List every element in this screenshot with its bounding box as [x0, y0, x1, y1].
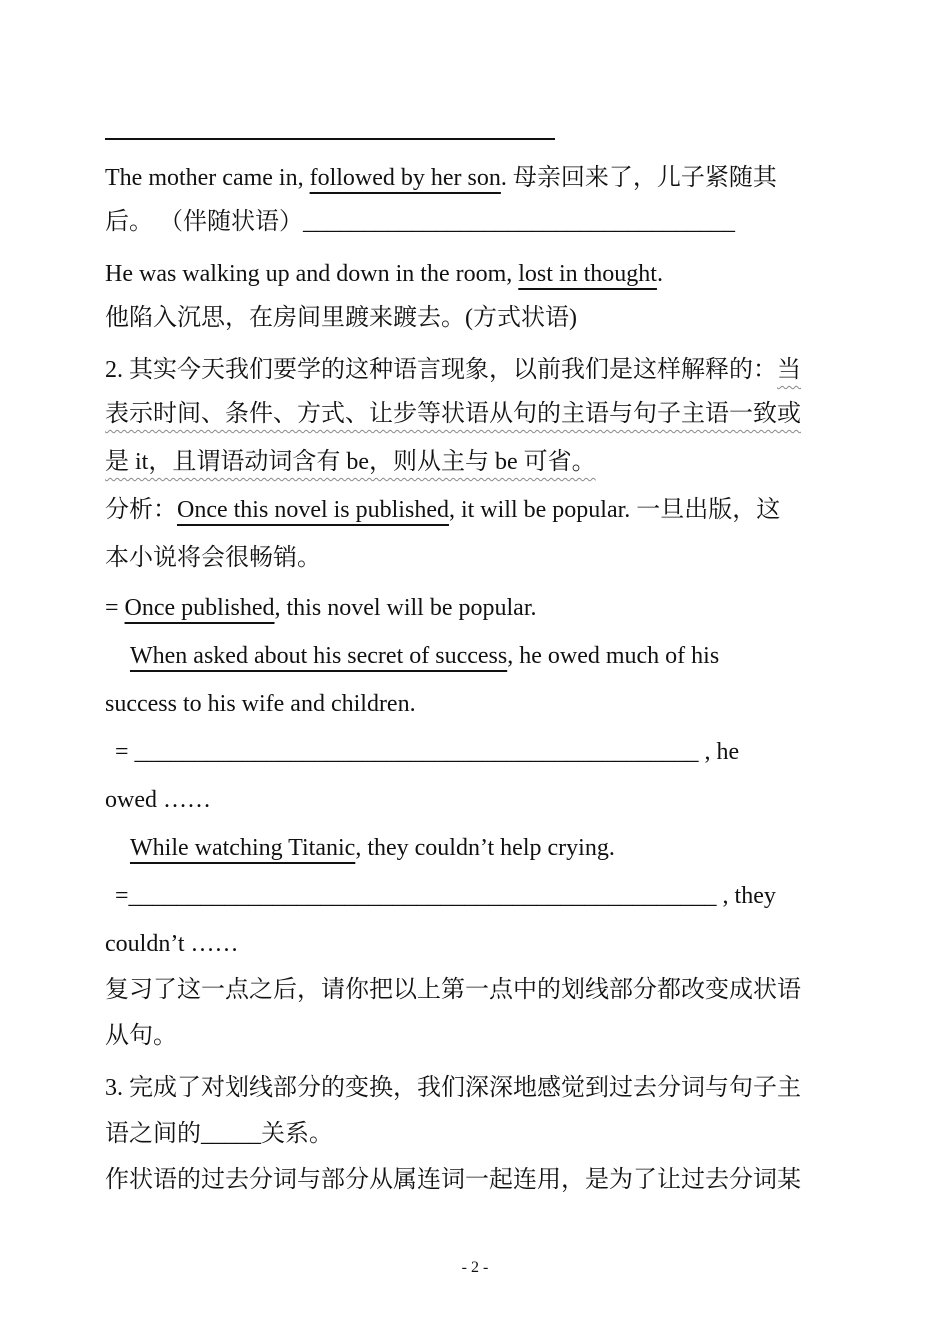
- wavy-underlined-text: 是 it，且谓语动词含有 be，则从主与 be 可省。: [105, 449, 596, 475]
- wavy-underlined-text: 当: [777, 357, 801, 383]
- underlined-phrase: Once this novel is published: [177, 497, 449, 523]
- underlined-phrase: When asked about his secret of success: [130, 643, 508, 669]
- section-2-line: [105, 446, 596, 478]
- underlined-phrase: Once published: [124, 595, 275, 621]
- exercise-line: = _______________________________________________ , he: [115, 739, 740, 765]
- section-3-line: 3. 完成了对划线部分的变换，我们深深地感觉到过去分词与句子主: [105, 1075, 801, 1101]
- exercise-line: While watching Titanic, they couldn’t help crying.: [130, 835, 615, 861]
- exercise-line: couldn’t ……: [105, 931, 239, 957]
- review-line: 复习了这一点之后，请你把以上第一点中的划线部分都改变成状语: [105, 977, 801, 1003]
- section-3-line: 语之间的_____关系。: [105, 1121, 333, 1147]
- underlined-phrase: followed by her son: [309, 165, 501, 191]
- section-3-line: 作状语的过去分词与部分从属连词一起连用，是为了让过去分词某: [105, 1167, 801, 1193]
- top-answer-line: [105, 138, 555, 140]
- analysis-line: 分析：Once this novel is published, it will be popular. 一旦出版，这: [105, 497, 781, 523]
- translation-line: 他陷入沉思，在房间里踱来踱去。(方式状语): [105, 305, 577, 331]
- exercise-line: =_________________________________________________ , they: [115, 883, 776, 909]
- answer-blank: ____________________________________: [303, 209, 735, 235]
- answer-blank: _____: [201, 1121, 261, 1147]
- underlined-phrase: While watching Titanic: [130, 835, 356, 861]
- example-line: 后。 （伴随状语）____________________________________: [105, 209, 735, 235]
- section-2-line: [105, 398, 801, 430]
- answer-blank: _______________________________________________: [134, 739, 699, 765]
- exercise-line: success to his wife and children.: [105, 691, 416, 717]
- exercise-line: owed ……: [105, 787, 211, 813]
- wavy-underlined-text: 表示时间、条件、方式、让步等状语从句的主语与句子主语一致或: [105, 401, 801, 427]
- underlined-phrase: lost in thought: [518, 261, 657, 287]
- exercise-line: When asked about his secret of success, he owed much of his: [130, 643, 720, 669]
- section-2-line: 2. 其实今天我们要学的这种语言现象，以前我们是这样解释的：当: [105, 357, 801, 383]
- example-line: The mother came in, followed by her son. 母亲回来了，儿子紧随其: [105, 165, 777, 191]
- review-line: 从句。: [105, 1023, 177, 1049]
- analysis-line: 本小说将会很畅销。: [105, 545, 321, 571]
- answer-blank: _________________________________________________: [128, 883, 717, 909]
- analysis-line: = Once published, this novel will be popular.: [105, 595, 537, 621]
- page-number: - 2 -: [461, 1259, 489, 1276]
- example-line: He was walking up and down in the room, lost in thought.: [105, 261, 663, 287]
